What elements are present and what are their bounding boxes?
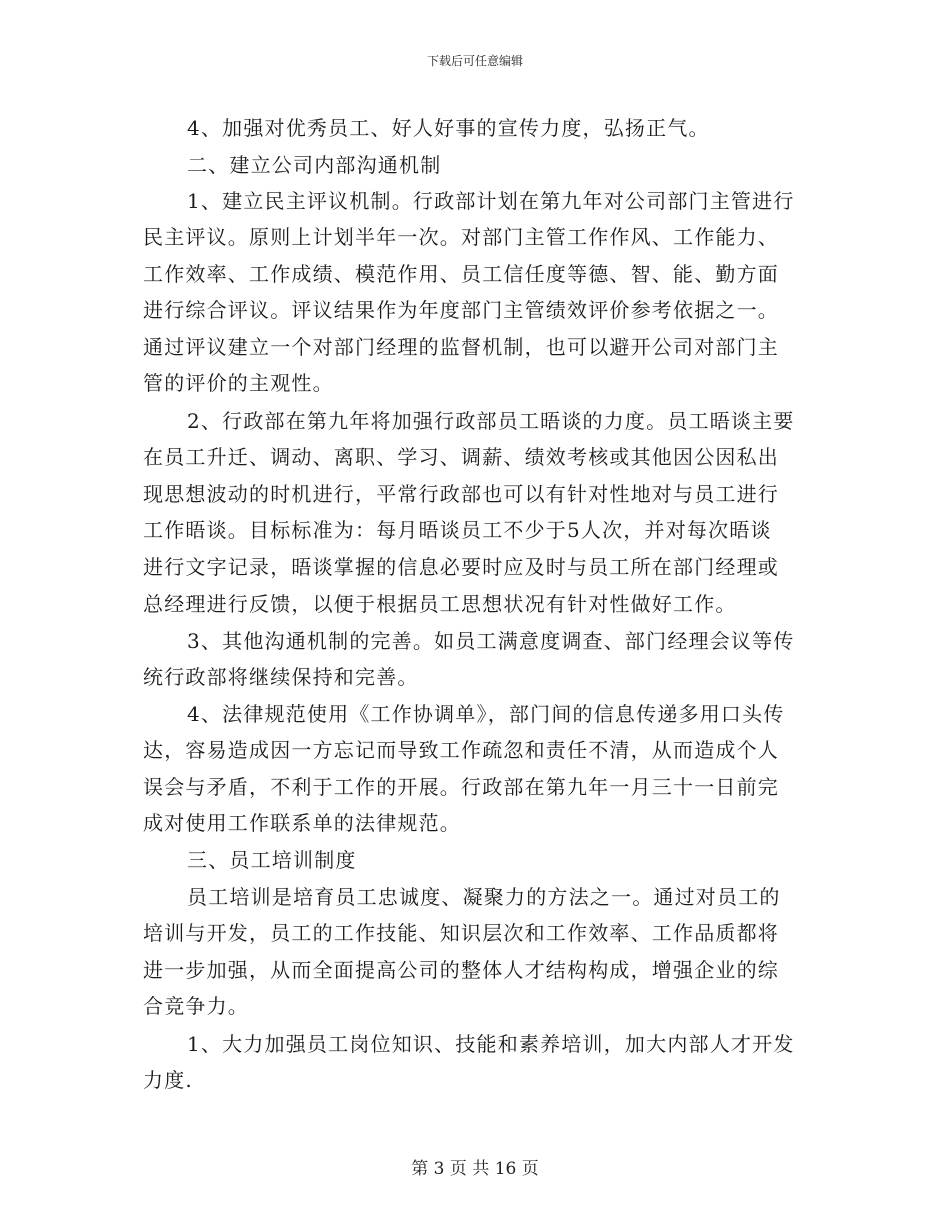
text-line: 1、大力加强员工岗位知识、技能和素养培训，加大内部人才开发 xyxy=(187,1032,795,1056)
text-line: 统行政部将继续保持和完善。 xyxy=(143,665,419,689)
page-footer: 第 3 页 共 16 页 xyxy=(411,1159,539,1179)
text-line: 合竞争力。 xyxy=(143,994,249,1018)
text-line: 进行综合评议。评议结果作为年度部门主管绩效评价参考依据之一。 xyxy=(143,298,779,322)
text-line: 民主评议。原则上计划半年一次。对部门主管工作作风、工作能力、 xyxy=(143,225,779,249)
text-line: 4、法律规范使用《工作协调单》，部门间的信息传递多用口头传 xyxy=(187,702,785,726)
text-line: 2、行政部在第九年将加强行政部员工晤谈的力度。员工晤谈主要 xyxy=(187,409,795,433)
text-line: 3、其他沟通机制的完善。如员工满意度调查、部门经理会议等传 xyxy=(187,629,795,653)
text-line: 工作效率、工作成绩、模范作用、员工信任度等德、智、能、勤方面 xyxy=(143,262,779,286)
text-line: 进一步加强，从而全面提高公司的整体人才结构构成，增强企业的综 xyxy=(143,958,779,982)
text-line: 达，容易造成因一方忘记而导致工作疏忽和责任不清，从而造成个人 xyxy=(143,738,779,762)
text-line: 员工培训是培育员工忠诚度、凝聚力的方法之一。通过对员工的 xyxy=(187,885,781,909)
text-line: 成对使用工作联系单的法律规范。 xyxy=(143,811,461,835)
text-line: 误会与矛盾，不利于工作的开展。行政部在第九年一月三十一日前完 xyxy=(143,775,779,799)
text-line: 通过评议建立一个对部门经理的监督机制，也可以避开公司对部门主 xyxy=(143,335,779,359)
text-line: 培训与开发，员工的工作技能、知识层次和工作效率、工作品质都将 xyxy=(143,921,779,945)
text-line: 现思想波动的时机进行，平常行政部也可以有针对性地对与员工进行 xyxy=(143,482,779,506)
text-line: 总经理进行反馈，以便于根据员工思想状况有针对性做好工作。 xyxy=(143,592,737,616)
page-header: 下载后可任意编辑 xyxy=(426,54,523,68)
text-line: 力度. xyxy=(143,1068,193,1092)
text-line: 管的评价的主观性。 xyxy=(143,371,334,395)
text-line: 工作晤谈。目标标准为：每月晤谈员工不少于5人次，并对每次晤谈 xyxy=(143,518,772,542)
section-heading: 三、员工培训制度 xyxy=(187,848,357,872)
text-line: 1、建立民主评议机制。行政部计划在第九年对公司部门主管进行 xyxy=(187,189,795,213)
text-line: 进行文字记录，晤谈掌握的信息必要时应及时与员工所在部门经理或 xyxy=(143,555,779,579)
section-heading: 二、建立公司内部沟通机制 xyxy=(187,153,442,177)
text-line: 在员工升迁、调动、离职、学习、调薪、绩效考核或其他因公因私出 xyxy=(143,445,779,469)
text-line: 4、加强对优秀员工、好人好事的宣传力度，弘扬正气。 xyxy=(187,116,710,140)
